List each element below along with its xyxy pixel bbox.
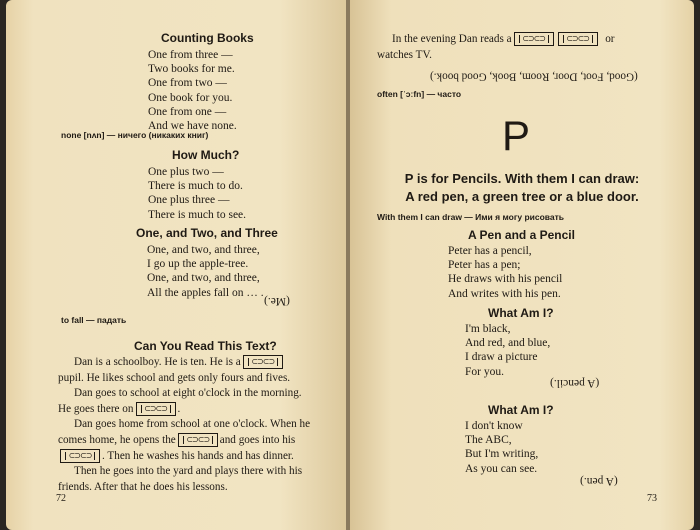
poem-line: One from two —: [148, 77, 227, 90]
prose-line: Dan goes home from school at one o'clock. When he: [74, 418, 311, 431]
headline-line: A red pen, a green tree or a blue door.: [405, 189, 639, 204]
gloss-often: often [ˈɔːfn] — часто: [377, 89, 462, 99]
poem-line: There is much to see.: [148, 208, 247, 221]
hidden-word-box: [60, 449, 100, 463]
what-am-i-poem-1: [465, 322, 550, 379]
prose-line: Then he goes into the yard and plays there with his: [74, 465, 303, 478]
poem-line: Peter has a pen;: [448, 259, 521, 272]
counting-books-poem: [148, 48, 237, 133]
poem-line: But I'm writing,: [465, 448, 539, 461]
answer-pen: [580, 474, 618, 488]
poem-line: And we have none.: [148, 120, 237, 133]
gloss-draw: With them I can draw — Ими я могу рисовать: [377, 212, 565, 222]
poem-line: One from three —: [148, 49, 233, 61]
poem-line: I go up the apple-tree.: [147, 258, 249, 271]
headline: [350, 170, 694, 206]
what-am-i-poem-2: [465, 419, 538, 476]
poem-line: As you can see.: [465, 462, 538, 475]
evening-answer: [430, 68, 638, 84]
poem-line: For you.: [465, 365, 504, 378]
poem-line: One book for you.: [148, 91, 233, 104]
poem-line: He draws with his pencil: [448, 273, 563, 286]
gloss-none: none [nʌn] — ничего (никаких книг): [61, 130, 209, 140]
poem-line: I don't know: [465, 420, 523, 432]
poem-line: One plus three —: [148, 194, 230, 207]
counting-books-title: Counting Books: [161, 31, 254, 45]
how-much-title: How Much?: [172, 148, 240, 162]
right-page: [350, 0, 694, 530]
poem-line: I'm black,: [465, 323, 511, 335]
read-text-title: Can You Read This Text?: [134, 339, 277, 353]
poem-line: Peter has a pencil,: [448, 245, 532, 257]
hidden-word-box: [178, 433, 218, 447]
poem-line: One, and two, and three,: [147, 272, 260, 285]
upside-down-answer: (Good, Foot, Door, Room, Book, Good book.): [430, 70, 638, 83]
prose-line: comes home, he opens the⊂⊃⊂⊃ and goes into his: [58, 433, 348, 449]
poem-line: Two books for me.: [148, 63, 235, 76]
pen-pencil-poem: [448, 244, 562, 301]
left-page: [6, 0, 348, 530]
prose-line: ⊂⊃⊂⊃. Then he washes his hands and has dinner.: [58, 449, 348, 465]
poem-line: One from one —: [148, 105, 227, 118]
how-much-poem: [148, 165, 246, 222]
what-am-i-title-2: What Am I?: [488, 403, 554, 417]
poem-line: I draw a picture: [465, 351, 538, 364]
one-two-three-poem: [147, 243, 264, 300]
hidden-word-box: [558, 32, 598, 46]
pen-pencil-title: A Pen and a Pencil: [468, 228, 575, 242]
page-number-right: 73: [647, 493, 657, 504]
poem-line: All the apples fall on … .: [147, 286, 264, 299]
page-number-left: 72: [56, 493, 66, 504]
poem-line: The ABC,: [465, 434, 512, 447]
one-two-three-title: One, and Two, and Three: [136, 226, 278, 240]
upside-down-answer: (Me.): [264, 295, 290, 308]
big-letter-p: P: [502, 112, 531, 159]
hidden-word-box: [514, 32, 554, 46]
prose-line: Dan is a schoolboy. He is ten. He is a⊂⊃⊂⊃: [58, 355, 348, 371]
hidden-word-box: [136, 402, 176, 416]
headline-line: P is for Pencils. With them I can draw:: [404, 171, 640, 186]
answer-me: [264, 294, 290, 308]
poem-line: One, and two, and three,: [147, 244, 260, 256]
poem-line: And writes with his pen.: [448, 287, 561, 300]
evening-line-2: watches TV.: [377, 49, 432, 61]
evening-line-1: In the evening Dan reads a⊂⊃⊂⊃⊂⊃⊂⊃ or: [392, 32, 615, 48]
prose-line: pupil. He likes school and gets only fours and fives.: [58, 371, 291, 384]
prose-line: Dan goes to school at eight o'clock in the morning.: [74, 387, 302, 400]
read-text-body: [58, 355, 348, 495]
gloss-fall: to fall — падать: [61, 315, 127, 325]
what-am-i-title-1: What Am I?: [488, 306, 554, 320]
answer-pencil: [550, 376, 599, 390]
poem-line: One plus two —: [148, 166, 224, 178]
poem-line: And red, and blue,: [465, 337, 551, 350]
upside-down-answer: (A pencil.): [550, 377, 600, 390]
prose-line: He goes there on⊂⊃⊂⊃ .: [58, 402, 348, 418]
poem-line: There is much to do.: [148, 180, 243, 193]
prose-line: friends. After that he does his lessons.: [58, 480, 228, 493]
upside-down-answer: (A pen.): [580, 475, 618, 488]
hidden-word-box: [243, 355, 283, 369]
